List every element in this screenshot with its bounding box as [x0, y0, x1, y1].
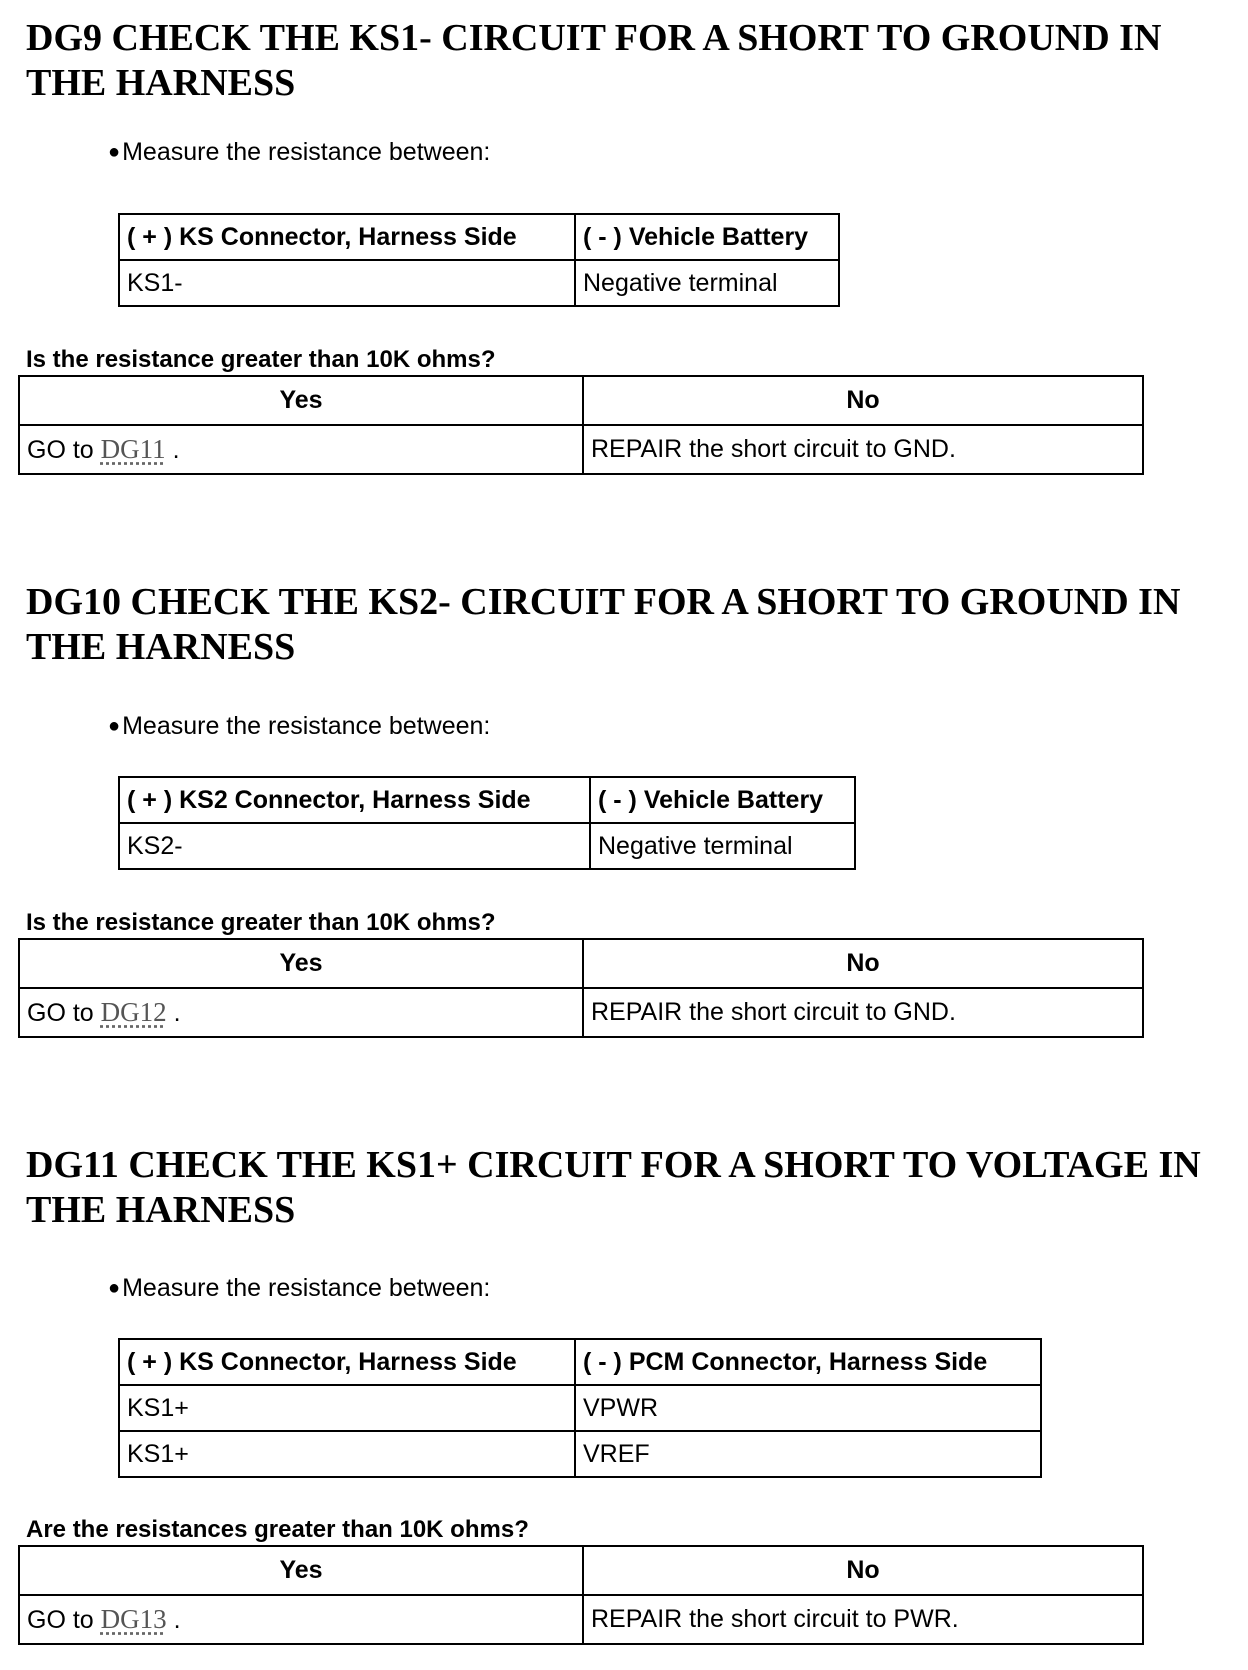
question: Is the resistance greater than 10K ohms? [26, 346, 496, 373]
section-title: DG10 CHECK THE KS2- CIRCUIT FOR A SHORT TO GROUND IN THE HARNESS [26, 581, 1181, 668]
no-header: No [583, 939, 1143, 988]
yes-cell [19, 988, 583, 1037]
no-header: No [583, 376, 1143, 425]
table-row [119, 260, 839, 306]
table-row [119, 1431, 1041, 1477]
table-cell: KS1- [119, 260, 575, 306]
yes-header: Yes [19, 1546, 583, 1595]
no-cell: REPAIR the short circuit to GND. [583, 425, 1143, 474]
yes-header: Yes [19, 376, 583, 425]
no-cell: REPAIR the short circuit to PWR. [583, 1595, 1143, 1644]
column-header: ( - ) PCM Connector, Harness Side [575, 1339, 1041, 1385]
answer-header-row [19, 376, 1143, 425]
column-header: ( - ) Vehicle Battery [590, 777, 855, 823]
answer-row [19, 425, 1143, 474]
table-cell: Negative terminal [590, 823, 855, 869]
yes-cell [19, 425, 583, 474]
question: Are the resistances greater than 10K ohms? [26, 1516, 529, 1543]
measure-table [118, 776, 856, 870]
answer-header-row [19, 939, 1143, 988]
yes-prefix: GO to [27, 1606, 94, 1634]
bullet-icon: ● [108, 1277, 121, 1299]
section-title: DG11 CHECK THE KS1+ CIRCUIT FOR A SHORT TO VOLTAGE IN THE HARNESS [26, 1144, 1201, 1231]
table-cell: KS2- [119, 823, 590, 869]
column-header: ( + ) KS2 Connector, Harness Side [119, 777, 590, 823]
yes-suffix: . [173, 999, 181, 1027]
instruction [108, 1273, 490, 1303]
yes-cell [19, 1595, 583, 1644]
table-cell: VPWR [575, 1385, 1041, 1431]
instruction-text: Measure the resistance between: [122, 138, 491, 166]
bullet-icon: ● [108, 141, 121, 163]
instruction [108, 137, 490, 167]
dg11-link[interactable]: DG11 [100, 434, 166, 464]
no-header: No [583, 1546, 1143, 1595]
column-header: ( + ) KS Connector, Harness Side [119, 214, 575, 260]
instruction-text: Measure the resistance between: [122, 1274, 491, 1302]
question: Is the resistance greater than 10K ohms? [26, 909, 496, 936]
table-cell: KS1+ [119, 1431, 575, 1477]
table-header-row [119, 1339, 1041, 1385]
answer-row [19, 988, 1143, 1037]
column-header: ( + ) KS Connector, Harness Side [119, 1339, 575, 1385]
table-cell: KS1+ [119, 1385, 575, 1431]
answer-row [19, 1595, 1143, 1644]
answer-table [18, 1545, 1144, 1645]
measure-table [118, 1338, 1042, 1478]
table-header-row [119, 777, 855, 823]
yes-header: Yes [19, 939, 583, 988]
instruction-text: Measure the resistance between: [122, 712, 491, 740]
yes-prefix: GO to [27, 999, 94, 1027]
measure-table [118, 213, 840, 307]
table-row [119, 823, 855, 869]
instruction [108, 711, 490, 741]
table-cell: VREF [575, 1431, 1041, 1477]
table-cell: Negative terminal [575, 260, 839, 306]
section-title: DG9 CHECK THE KS1- CIRCUIT FOR A SHORT TO GROUND IN THE HARNESS [26, 17, 1162, 104]
yes-prefix: GO to [27, 436, 94, 464]
table-header-row [119, 214, 839, 260]
table-row [119, 1385, 1041, 1431]
bullet-icon: ● [108, 715, 121, 737]
answer-table [18, 375, 1144, 475]
answer-table [18, 938, 1144, 1038]
yes-suffix: . [172, 436, 180, 464]
column-header: ( - ) Vehicle Battery [575, 214, 839, 260]
no-cell: REPAIR the short circuit to GND. [583, 988, 1143, 1037]
answer-header-row [19, 1546, 1143, 1595]
yes-suffix: . [173, 1606, 181, 1634]
dg13-link[interactable]: DG13 [100, 1604, 167, 1634]
dg12-link[interactable]: DG12 [100, 997, 167, 1027]
